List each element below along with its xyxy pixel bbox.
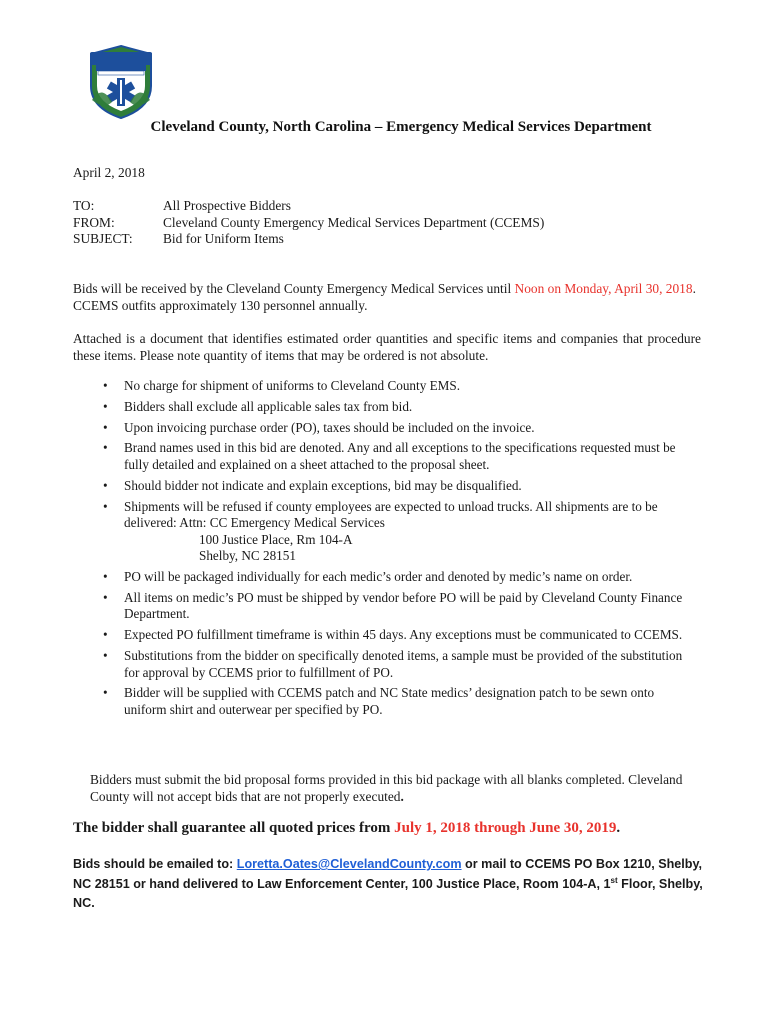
list-item-text: Should bidder not indicate and explain exceptions, bid may be disqualified.	[124, 477, 522, 493]
list-item	[97, 590, 697, 623]
guarantee-period: July 1, 2018 through June 30, 2019	[394, 820, 617, 836]
bullet-icon: •	[103, 378, 108, 393]
memo-from-row	[73, 215, 544, 232]
list-item	[97, 478, 697, 495]
list-item-text: Substitutions from the bidder on specifically denoted items, a sample must be provided of the substitution for approval by CCEMS prior to fulfillment of PO.	[124, 648, 683, 680]
memo-from-value: Cleveland County Emergency Medical Services Department (CCEMS)	[163, 214, 545, 230]
deadline-lead-text: Bids will be received by the Cleveland County Emergency Medical Services until	[73, 281, 515, 296]
list-item-text: Bidder will be supplied with CCEMS patch and NC State medics’ designation patch to be sewn onto uniform shirt and outerwear per specified by PO.	[124, 685, 655, 717]
list-item	[97, 378, 697, 395]
bullet-icon: •	[103, 569, 108, 585]
guarantee-tail-text: .	[616, 820, 621, 836]
bullet-icon: •	[103, 685, 108, 701]
bullet-icon: •	[103, 398, 108, 414]
submission-mid-text: or mail to CCEMS PO Box 1210, Shelby, NC 28151 or hand delivered to Law Enforcement Center, 100 Justice Place, Room 104-A, 1	[73, 857, 703, 891]
memo-subject-row	[73, 231, 544, 248]
list-item	[97, 685, 697, 718]
list-item-text: PO will be packaged individually for each medic’s order and denoted by medic’s name on order.	[124, 569, 633, 585]
submission-instructions	[73, 855, 713, 914]
list-item-text: Expected PO fulfillment timeframe is within 45 days. Any exceptions must be communicated to CCEMS.	[124, 627, 683, 643]
deadline-highlight: Noon on Monday, April 30, 2018	[514, 281, 693, 296]
attachment-paragraph: Attached is a document that identifies estimated order quantities and specific items and companies that procedure these items. Please note quantity of items that may be ordered is not absolute.	[73, 331, 701, 363]
bullet-icon: •	[103, 627, 108, 643]
bullet-icon: •	[103, 648, 108, 663]
memo-to-row	[73, 198, 544, 215]
list-item	[97, 440, 697, 473]
list-item-text: All items on medic’s PO must be shipped by vendor before PO will be paid by Cleveland County Finance Department.	[124, 589, 683, 622]
email-link[interactable]: Loretta.Oates@ClevelandCounty.com	[236, 857, 462, 871]
list-item-text: Brand names used in this bid are denoted. Any and all exceptions to the specifications requested must be fully detailed and explained on a sheet attached to the proposal sheet.	[124, 440, 676, 472]
submission-tail-text: Floor, Shelby, NC.	[73, 876, 703, 910]
bullet-icon: •	[103, 419, 108, 435]
closing-text: Bidders must submit the bid proposal forms provided in this bid package with all blanks completed. Cleveland County will not accept bids that are not properly executed	[90, 772, 683, 804]
list-item-text: Shipments will be refused if county employees are expected to unload trucks. All shipments are to be delivered: Attn: CC Emergency Medical Services	[124, 498, 658, 531]
delivery-address-line1: 100 Justice Place, Rm 104-A	[199, 531, 353, 547]
memo-from-label: FROM:	[73, 214, 115, 230]
memo-header	[73, 198, 544, 248]
list-item	[97, 627, 697, 644]
memo-subject-label: SUBJECT:	[73, 231, 133, 246]
memo-subject-value: Bid for Uniform Items	[163, 231, 284, 246]
list-item-text: Bidders shall exclude all applicable sales tax from bid.	[124, 398, 413, 414]
floor-ordinal-suffix: st	[610, 875, 618, 885]
list-item	[97, 648, 697, 681]
deadline-tail-text: . CCEMS outfits approximately 130 personnel annually.	[73, 281, 696, 313]
guarantee-lead-text: The bidder shall guarantee all quoted prices from	[73, 820, 395, 836]
bullet-icon: •	[103, 440, 108, 456]
bullet-icon: •	[103, 589, 108, 605]
requirements-list	[97, 378, 697, 723]
list-item-text: No charge for shipment of uniforms to Cleveland County EMS.	[124, 378, 460, 393]
delivery-address-line2: Shelby, NC 28151	[199, 548, 296, 564]
closing-period: .	[400, 789, 404, 804]
bullet-icon: •	[103, 498, 108, 514]
submission-lead-text: Bids should be emailed to:	[73, 857, 237, 871]
cleveland-county-ems-logo	[88, 44, 154, 120]
list-item	[97, 399, 697, 416]
memo-to-value: All Prospective Bidders	[163, 198, 291, 213]
bid-deadline-paragraph	[73, 280, 701, 314]
list-item	[97, 499, 697, 565]
closing-paragraph	[90, 771, 700, 805]
list-item	[97, 420, 697, 437]
memo-date: April 2, 2018	[73, 165, 145, 180]
list-item-text: Upon invoicing purchase order (PO), taxes should be included on the invoice.	[124, 419, 535, 435]
memo-to-label: TO:	[73, 198, 95, 213]
page-title: Cleveland County, North Carolina – Emergency Medical Services Department	[150, 119, 652, 135]
price-guarantee-statement	[73, 820, 620, 837]
bullet-icon: •	[103, 477, 108, 493]
list-item	[97, 569, 697, 586]
